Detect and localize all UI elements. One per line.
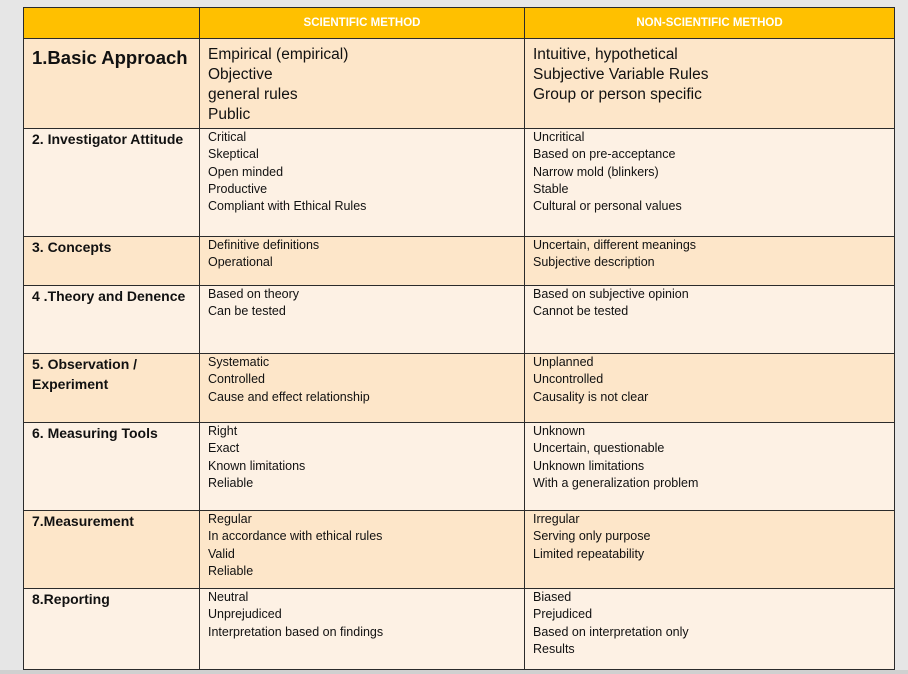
row-criterion-label: 3. Concepts — [24, 237, 200, 286]
cell-item: Based on subjective opinion — [533, 287, 689, 301]
cell-item: Subjective description — [533, 255, 655, 270]
cell-item: In accordance with ethical rules — [208, 529, 383, 544]
cell-item: Uncritical — [533, 130, 585, 144]
non-scientific-method-cell — [525, 237, 895, 286]
cell-item: Based on pre-acceptance — [533, 147, 676, 162]
cell-item: Cannot be tested — [533, 304, 629, 319]
cell-item: Controlled — [208, 372, 265, 387]
cell-item: Uncontrolled — [533, 372, 604, 387]
cell-item: Causality is not clear — [533, 389, 649, 404]
table-row — [24, 237, 895, 286]
cell-item: Empirical (empirical) — [208, 46, 349, 63]
cell-item: Neutral — [208, 590, 249, 604]
scientific-method-cell — [200, 511, 525, 589]
cell-item: Critical — [208, 130, 247, 144]
table-row — [24, 589, 895, 670]
table-row — [24, 423, 895, 511]
scientific-method-cell — [200, 129, 525, 237]
scientific-method-cell — [200, 237, 525, 286]
cell-item: Definitive definitions — [208, 238, 320, 252]
cell-item: With a generalization problem — [533, 475, 699, 490]
cell-item: Uncertain, different meanings — [533, 238, 697, 252]
table-row — [24, 511, 895, 589]
cell-item: Intuitive, hypothetical — [533, 46, 678, 63]
cell-item: Subjective Variable Rules — [533, 66, 709, 83]
comparison-table-body — [24, 39, 895, 670]
scientific-method-cell — [200, 39, 525, 129]
cell-item: Exact — [208, 441, 240, 456]
cell-item: Reliable — [208, 475, 254, 490]
cell-item: Interpretation based on findings — [208, 624, 384, 639]
cell-item: Unplanned — [533, 355, 594, 369]
header-row — [24, 8, 895, 39]
header-non-scientific-method: NON-SCIENTIFIC METHOD — [525, 8, 895, 39]
non-scientific-method-cell — [525, 589, 895, 670]
cell-item: Productive — [208, 181, 268, 196]
cell-item: Prejudiced — [533, 607, 593, 622]
non-scientific-method-cell — [525, 511, 895, 589]
cell-item: Unprejudiced — [208, 607, 282, 622]
non-scientific-method-cell — [525, 423, 895, 511]
row-criterion-label: 8.Reporting — [24, 589, 200, 670]
cell-item: Limited repeatability — [533, 546, 645, 561]
cell-item: Regular — [208, 512, 252, 526]
cell-item: Biased — [533, 590, 572, 604]
cell-item: general rules — [208, 86, 298, 103]
cell-item: Skeptical — [208, 147, 259, 162]
cell-item: Based on interpretation only — [533, 624, 689, 639]
table-row — [24, 129, 895, 237]
scientific-method-cell — [200, 354, 525, 423]
cell-item: Reliable — [208, 563, 254, 578]
cell-item: Unknown — [533, 424, 586, 438]
non-scientific-method-cell — [525, 129, 895, 237]
cell-item: Systematic — [208, 355, 270, 369]
cell-item: Results — [533, 641, 575, 656]
scientific-method-cell — [200, 589, 525, 670]
row-criterion-label: 6. Measuring Tools — [24, 423, 200, 511]
non-scientific-method-cell — [525, 39, 895, 129]
row-criterion-label: 2. Investigator Attitude — [24, 129, 200, 237]
scientific-method-cell — [200, 286, 525, 354]
table-row — [24, 39, 895, 129]
cell-item: Unknown limitations — [533, 458, 645, 473]
cell-item: Objective — [208, 66, 273, 83]
cell-item: Public — [208, 106, 251, 123]
header-scientific-method: SCIENTIFIC METHOD — [200, 8, 525, 39]
cell-item: Based on theory — [208, 287, 300, 301]
comparison-table — [23, 7, 895, 670]
cell-item: Valid — [208, 546, 235, 561]
cell-item: Compliant with Ethical Rules — [208, 199, 367, 214]
table-row — [24, 354, 895, 423]
cell-item: Operational — [208, 255, 273, 270]
window-bottom-edge — [0, 670, 908, 674]
cell-item: Cultural or personal values — [533, 199, 682, 214]
cell-item: Irregular — [533, 512, 580, 526]
cell-item: Group or person specific — [533, 86, 702, 103]
cell-item: Uncertain, questionable — [533, 441, 665, 456]
scientific-method-cell — [200, 423, 525, 511]
row-criterion-label: 5. Observation / Experiment — [24, 354, 200, 423]
row-criterion-label: 4 .Theory and Denence — [24, 286, 200, 354]
cell-item: Stable — [533, 181, 569, 196]
table-row — [24, 286, 895, 354]
cell-item: Cause and effect relationship — [208, 389, 370, 404]
cell-item: Narrow mold (blinkers) — [533, 164, 659, 179]
cell-item: Right — [208, 424, 238, 438]
row-criterion-label: 7.Measurement — [24, 511, 200, 589]
cell-item: Can be tested — [208, 304, 286, 319]
cell-item: Known limitations — [208, 458, 306, 473]
cell-item: Open minded — [208, 164, 284, 179]
header-corner-cell — [24, 8, 200, 39]
non-scientific-method-cell — [525, 286, 895, 354]
row-criterion-label: 1.Basic Approach — [24, 39, 200, 129]
cell-item: Serving only purpose — [533, 529, 651, 544]
non-scientific-method-cell — [525, 354, 895, 423]
